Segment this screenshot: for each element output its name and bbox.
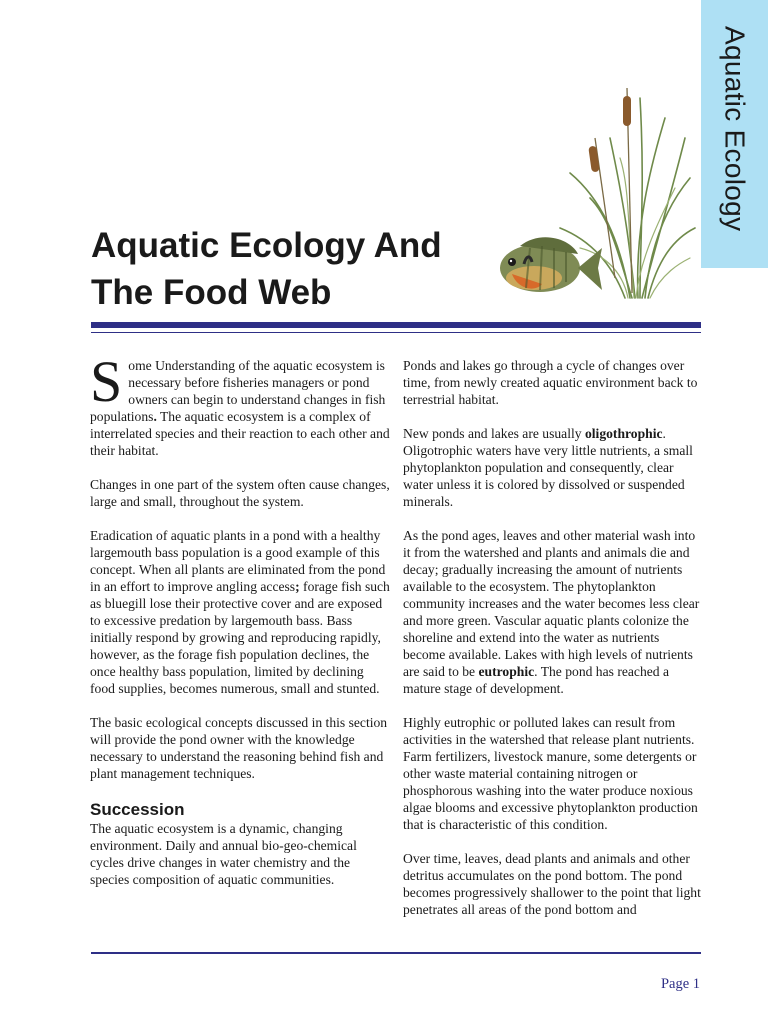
eradication-text-a: Eradication of aquatic plants in a pond with a healthy largemouth bass population is a good example of this concept. When all plants are eliminated from the pond in an effort to improve angling access [90, 528, 386, 594]
paragraph-cycle: Ponds and lakes go through a cycle of changes over time, from newly created aquatic environment back to terrestrial habitat. [403, 358, 698, 407]
eradication-text-b: forage fish such as bluegill lose their protective cover and are exposed to excessive predation by largemouth bass. Bass initially respond by growing and reproducing rapidly, however, as the forage fish population declines, the once healthy bass population, limited by declining food supplies, becomes numerous, small and stunted. [90, 579, 390, 696]
page-number: Page 1 [660, 976, 700, 992]
title-rule-thin [91, 332, 701, 333]
bluegill-and-cattails-illustration [490, 78, 700, 308]
footer-rule [91, 952, 701, 954]
paragraph-eradication [90, 527, 390, 697]
paragraph-oligotrophic [403, 425, 703, 510]
drop-cap: S [90, 349, 123, 414]
page-title-line-2: The Food Web [91, 273, 332, 312]
title-rule-thick [91, 322, 701, 328]
right-column [403, 357, 703, 935]
intro-text-a: ome Understanding of the aquatic ecosystem is necessary before fisheries managers or pond owners can begin to understand changes in fish populations [90, 358, 386, 424]
succession-heading: Succession [90, 800, 185, 819]
paragraph-succession: The aquatic ecosystem is a dynamic, changing environment. Daily and annual bio-geo-chemical cycles drive changes in water chemistry and the species composition of aquatic communities. [90, 821, 357, 887]
paragraph-changes: Changes in one part of the system often cause changes, large and small, throughout the system. [90, 477, 390, 509]
section-tab [701, 0, 768, 268]
eutrophic-term: eutrophic [478, 664, 535, 679]
page-title-line-1: Aquatic Ecology And [91, 226, 442, 265]
paragraph-polluted: Highly eutrophic or polluted lakes can result from activities in the watershed that release plant nutrients. Farm fertilizers, livestock manure, some detergents or other waste material containing nitrogen or phosphorous washing into the water produce noxious algae blooms and excessive phytoplankton production that is characteristic of this condition. [403, 715, 698, 832]
oligotrophic-term: oligothrophic [584, 426, 663, 441]
eradication-bold-semicolon: ; [295, 579, 300, 594]
page-title [91, 222, 511, 316]
intro-paragraph [90, 349, 390, 459]
paragraph-concepts: The basic ecological concepts discussed in this section will provide the pond owner with the knowledge necessary to understand the reasoning behind fish and plant management techniques. [90, 715, 388, 781]
eutrophic-text-b: . The pond has reached a mature stage of development. [403, 664, 670, 696]
oligotrophic-text-a: New ponds and lakes are usually [403, 426, 585, 441]
intro-text-b: The aquatic ecosystem is a complex of interrelated species and their reaction to each other and their habitat. [90, 409, 390, 458]
left-column [90, 349, 390, 905]
paragraph-eutrophic [403, 527, 703, 697]
paragraph-detritus: Over time, leaves, dead plants and animals and other detritus accumulates on the pond bottom. The pond becomes progressively shallower to the point that light penetrates all areas of the pond bottom and [403, 851, 701, 917]
eutrophic-text-a: As the pond ages, leaves and other material wash into it from the watershed and plants and animals die and decay; gradually increasing the amount of nutrients available to the ecosystem. The phytoplankton community increases and the water becomes less clear and more green. Vascular aquatic plants colonize the shoreline and extend into the water as nutrients become available. Lakes with high levels of nutrients are said to be [403, 528, 700, 679]
section-tab-label: Aquatic Ecology [719, 26, 751, 232]
oligotrophic-text-b: . Oligotrophic waters have very little nutrients, a small phytoplankton population and consequently, clear water unless it is colored by dissolved or suspended minerals. [403, 426, 693, 509]
intro-bold-period: . [153, 409, 157, 424]
